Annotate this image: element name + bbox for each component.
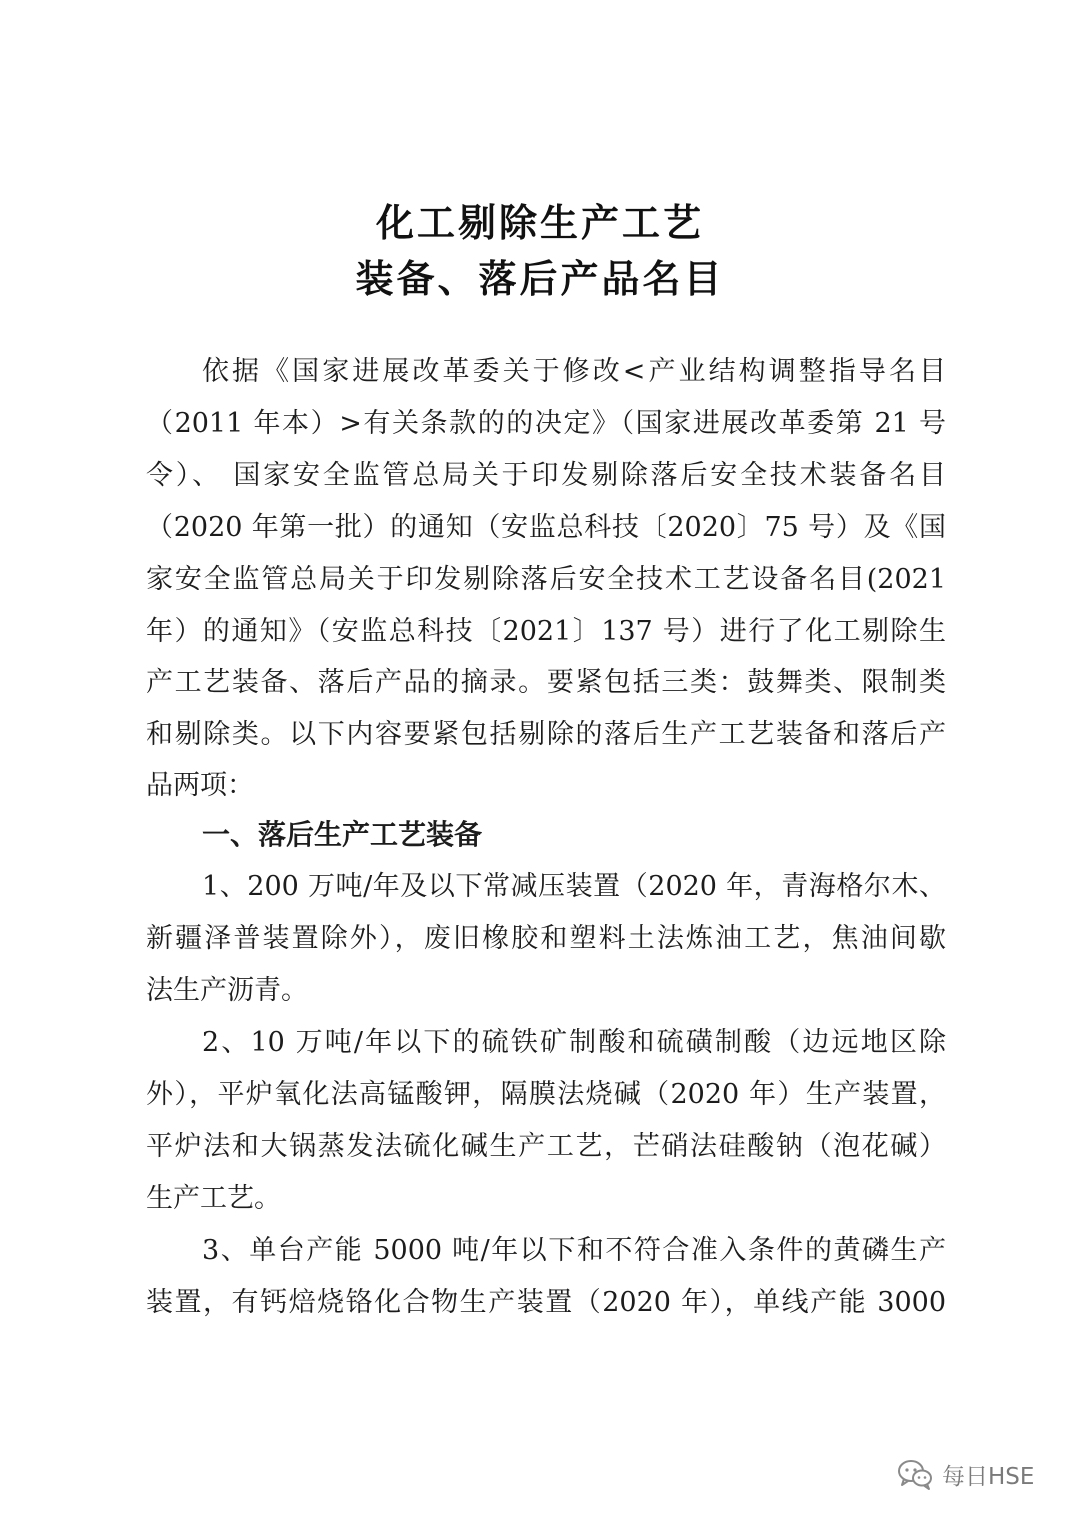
document-title-line-2: 装备、落后产品名目: [355, 257, 725, 301]
section-heading: 一、落后生产工艺装备: [202, 818, 483, 851]
intro-line: 和剔除类。以下内容要紧包括剔除的落后生产工艺装备和落后产: [146, 719, 946, 750]
item3-line: 3、单台产能 5000 吨/年以下和不符合准入条件的黄磷生产: [202, 1235, 946, 1266]
item3-line: 装置，有钙焙烧铬化合物生产装置（2020 年），单线产能 3000: [146, 1287, 946, 1318]
item2-line: 外），平炉氧化法高锰酸钾，隔膜法烧碱（2020 年）生产装置，: [146, 1079, 946, 1110]
intro-line: 家安全监管总局关于印发剔除落后安全技术工艺设备名目(2021: [146, 564, 946, 595]
item1-line: 1、200 万吨/年及以下常减压装置（2020 年，青海格尔木、: [202, 871, 946, 902]
intro-line: 产工艺装备、落后产品的摘录。要紧包括三类：鼓舞类、限制类: [146, 667, 946, 698]
item1-line: 法生产沥青。: [146, 975, 308, 1006]
intro-line: 品两项：: [146, 770, 254, 801]
watermark: [896, 1452, 1034, 1496]
intro-line: 年）的通知》（安监总科技〔2021〕137 号）进行了化工剔除生: [146, 616, 946, 647]
item2-line: 2、10 万吨/年以下的硫铁矿制酸和硫磺制酸（边远地区除: [202, 1027, 946, 1058]
item2-line: 平炉法和大锅蒸发法硫化碱生产工艺，芒硝法硅酸钠（泡花碱）: [146, 1131, 946, 1162]
intro-line: 依据《国家进展改革委关于修改<产业结构调整指导名目: [202, 356, 946, 387]
watermark-text: 每日HSE: [942, 1463, 1035, 1490]
intro-line: 令）、 国家安全监管总局关于印发剔除落后安全技术装备名目: [146, 460, 946, 491]
item2-line: 生产工艺。: [146, 1183, 281, 1214]
intro-line: （2020 年第一批）的通知（安监总科技〔2020〕75 号）及《国: [146, 512, 946, 543]
item1-line: 新疆泽普装置除外），废旧橡胶和塑料土法炼油工艺，焦油间歇: [146, 923, 946, 954]
intro-line: （2011 年本）>有关条款的的决定》（国家进展改革委第 21 号: [146, 408, 946, 439]
document-title-line-1: 化工剔除生产工艺: [375, 201, 704, 245]
wechat-icon: [896, 1457, 934, 1491]
